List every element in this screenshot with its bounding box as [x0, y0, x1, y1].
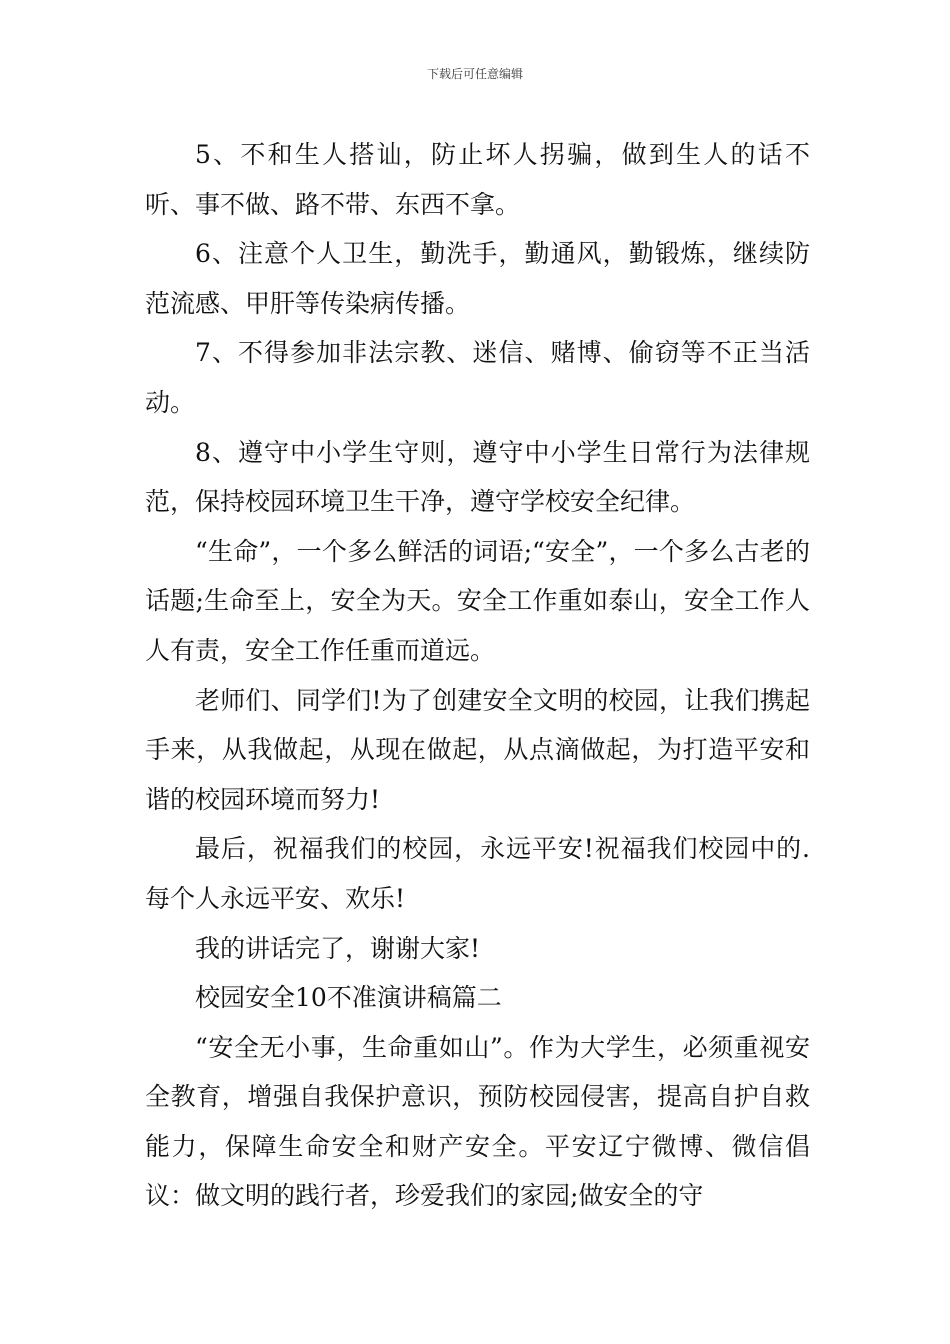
page-header: 下载后可任意编辑	[426, 67, 523, 81]
paragraph: 我的讲话完了，谢谢大家!	[195, 933, 481, 963]
paragraph: 5、不和生人搭讪，防止坏人拐骗，做到生人的话不听、事不做、路不带、东西不拿。	[145, 140, 810, 219]
paragraph: 老师们、同学们!为了创建安全文明的校园，让我们携起手来，从我做起，从现在做起，从点滴做起，为打造平安和谐的校园环境而努力!	[145, 685, 810, 814]
paragraph: “生命”，一个多么鲜活的词语;“安全”，一个多么古老的话题;生命至上，安全为天。安全工作重如泰山，安全工作人人有责，安全工作任重而道远。	[145, 536, 810, 665]
document-body	[145, 130, 810, 1221]
paragraph: 7、不得参加非法宗教、迷信、赌博、偷窃等不正当活动。	[145, 338, 810, 417]
section-title: 校园安全10不准演讲稿篇二	[195, 983, 502, 1013]
paragraph: 8、遵守中小学生守则，遵守中小学生日常行为法律规范，保持校园环境卫生干净，遵守学校安全纪律。	[145, 437, 810, 517]
paragraph: 6、注意个人卫生，勤洗手，勤通风，勤锻炼，继续防范流感、甲肝等传染病传播。	[145, 239, 810, 318]
paragraph: 最后，祝福我们的校园，永远平安!祝福我们校园中的.每个人永远平安、欢乐!	[145, 834, 810, 913]
paragraph: “安全无小事，生命重如山”。作为大学生，必须重视安全教育，增强自我保护意识，预防校园侵害，提高自护自救能力，保障生命安全和财产安全。平安辽宁微博、微信倡议：做文明的践行者，珍爱我们的家园;做安全的守	[145, 1032, 810, 1211]
